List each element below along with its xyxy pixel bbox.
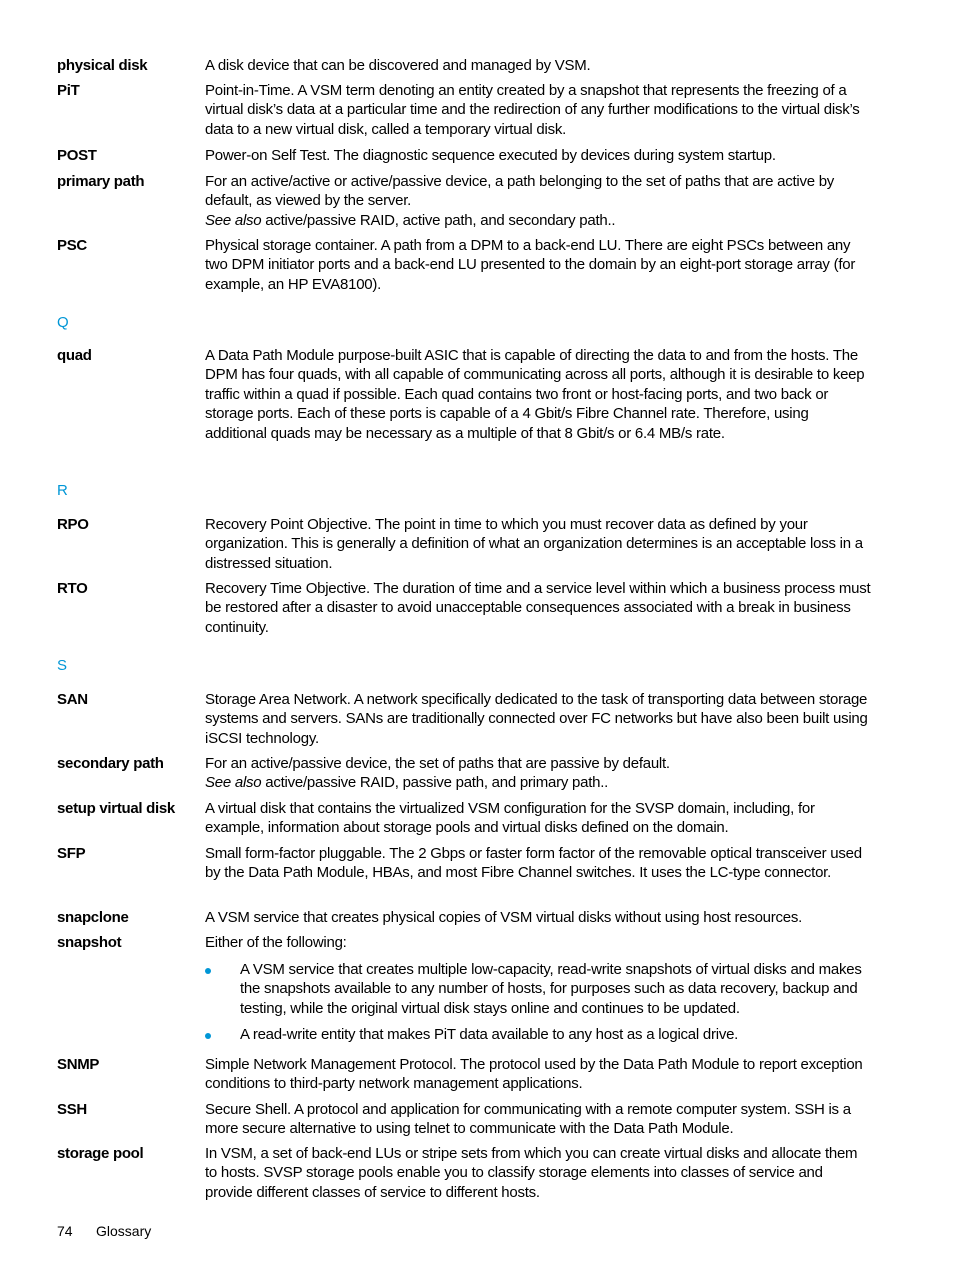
section-letter: S	[57, 657, 68, 674]
glossary-definition	[205, 690, 873, 748]
definition-text: Recovery Point Objective. The point in time to which you must recover data as defined by your organization. This is generally a definition of what an organization determines is an acceptable loss in a distressed situation.	[205, 516, 863, 572]
section-letter: Q	[57, 314, 69, 331]
glossary-definition	[205, 81, 873, 139]
definition-text: For an active/passive device, the set of paths that are passive by default.	[205, 755, 670, 772]
glossary-definition	[205, 844, 873, 883]
bullet-text: A read-write entity that makes PiT data available to any host as a logical drive.	[240, 1026, 739, 1043]
glossary-term: SSH	[57, 1101, 87, 1118]
see-also-line	[205, 211, 873, 230]
see-also-label: See also	[205, 774, 262, 792]
definition-text: A Data Path Module purpose-built ASIC that is capable of directing the data to and from the hosts. The DPM has four quads, with all capable of communicating across all ports, although it is desirable to keep traffic within a quad if possible. Each quad contains two front or host-facing ports, and two back or storage ports. Each of these ports is capable of a 4 Gbit/s Fibre Channel rate. Therefore, using additional quads may be necessary as a multiple of that 8 Gbit/s or 6.4 MB/s rate.	[205, 347, 865, 442]
glossary-term: secondary path	[57, 755, 164, 772]
glossary-definition	[205, 515, 873, 573]
glossary-term: snapclone	[57, 909, 129, 926]
glossary-definition	[205, 1144, 873, 1202]
bullet-dot-icon	[205, 968, 211, 974]
glossary-definition	[205, 933, 873, 952]
glossary-definition	[205, 56, 873, 75]
glossary-definition	[205, 799, 873, 838]
glossary-term: physical disk	[57, 57, 148, 74]
definition-text: A virtual disk that contains the virtualized VSM configuration for the SVSP domain, including, for example, information about storage pools and virtual disks defined on the domain.	[205, 800, 815, 837]
glossary-definition	[205, 172, 873, 230]
glossary-definition	[205, 908, 873, 927]
glossary-term: snapshot	[57, 934, 122, 951]
see-also-line	[205, 773, 873, 792]
section-letter: R	[57, 482, 68, 499]
definition-text: A disk device that can be discovered and managed by VSM.	[205, 57, 591, 74]
definition-text: Point-in-Time. A VSM term denoting an entity created by a snapshot that represents the freezing of a virtual disk’s data at a particular time and the redirection of any further modifications to the virtual disk’s data to a new virtual disk, called a temporary virtual disk.	[205, 82, 860, 138]
glossary-definition	[205, 236, 873, 294]
footer-section-title: Glossary	[96, 1223, 152, 1239]
bullet-text: A VSM service that creates multiple low-capacity, read-write snapshots of virtual disks and makes the snapshots available to any number of hosts, for purposes such as data recovery, backup and testing, while the original virtual disk stays online and continues to be updated.	[240, 961, 862, 1017]
glossary-term: storage pool	[57, 1145, 144, 1162]
glossary-definition	[205, 754, 873, 793]
definition-text: Power-on Self Test. The diagnostic sequence executed by devices during system startup.	[205, 147, 776, 164]
definition-text: Small form-factor pluggable. The 2 Gbps or faster form factor of the removable optical transceiver used by the Data Path Module, HBAs, and most Fibre Channel switches. It uses the LC-type connector.	[205, 845, 862, 882]
glossary-term: PSC	[57, 237, 87, 254]
glossary-definition	[205, 579, 873, 637]
bullet-dot-icon	[205, 1033, 211, 1039]
glossary-term: POST	[57, 147, 97, 164]
glossary-term: primary path	[57, 173, 145, 190]
page-number: 74	[57, 1223, 73, 1239]
glossary-term: quad	[57, 347, 92, 364]
definition-text: Secure Shell. A protocol and application for communicating with a remote computer system. SSH is a more secure alternative to using telnet to communicate with the Data Path Module.	[205, 1101, 851, 1138]
definition-text: Either of the following:	[205, 934, 347, 951]
see-also-label: See also	[205, 211, 262, 229]
glossary-term: RPO	[57, 516, 89, 533]
glossary-term: SAN	[57, 691, 88, 708]
glossary-term: setup virtual disk	[57, 800, 175, 817]
glossary-term: RTO	[57, 580, 88, 597]
glossary-term: SFP	[57, 845, 86, 862]
definition-text: For an active/active or active/passive device, a path belonging to the set of paths that are active by default, as viewed by the server.	[205, 173, 835, 210]
definition-text: Recovery Time Objective. The duration of time and a service level within which a business process must be restored after a disaster to avoid unacceptable consequences associated with a break in business continuity.	[205, 580, 871, 636]
definition-text: In VSM, a set of back-end LUs or stripe sets from which you can create virtual disks and allocate them to hosts. SVSP storage pools enable you to classify storage elements into classes of service and provide different classes of service to different hosts.	[205, 1145, 858, 1201]
definition-text: Physical storage container. A path from a DPM to a back-end LU. There are eight PSCs between any two DPM initiator ports and a back-end LU presented to the domain by an eight-port storage array (for example, an HP EVA8100).	[205, 237, 856, 293]
glossary-term: PiT	[57, 82, 80, 99]
glossary-term: SNMP	[57, 1056, 100, 1073]
glossary-definition	[205, 1100, 873, 1139]
see-also-text: active/passive RAID, active path, and secondary path..	[261, 211, 616, 229]
glossary-definition	[205, 146, 873, 165]
glossary-definition	[205, 1055, 873, 1094]
definition-text: Storage Area Network. A network specifically dedicated to the task of transporting data between storage systems and servers. SANs are traditionally connected over FC networks but have also been built using iSCSI technology.	[205, 691, 868, 747]
see-also-text: active/passive RAID, passive path, and primary path..	[261, 774, 609, 792]
definition-text: A VSM service that creates physical copies of VSM virtual disks without using host resources.	[205, 909, 803, 926]
glossary-definition	[205, 346, 873, 443]
definition-text: Simple Network Management Protocol. The protocol used by the Data Path Module to report exception conditions to third-party network management applications.	[205, 1056, 863, 1093]
